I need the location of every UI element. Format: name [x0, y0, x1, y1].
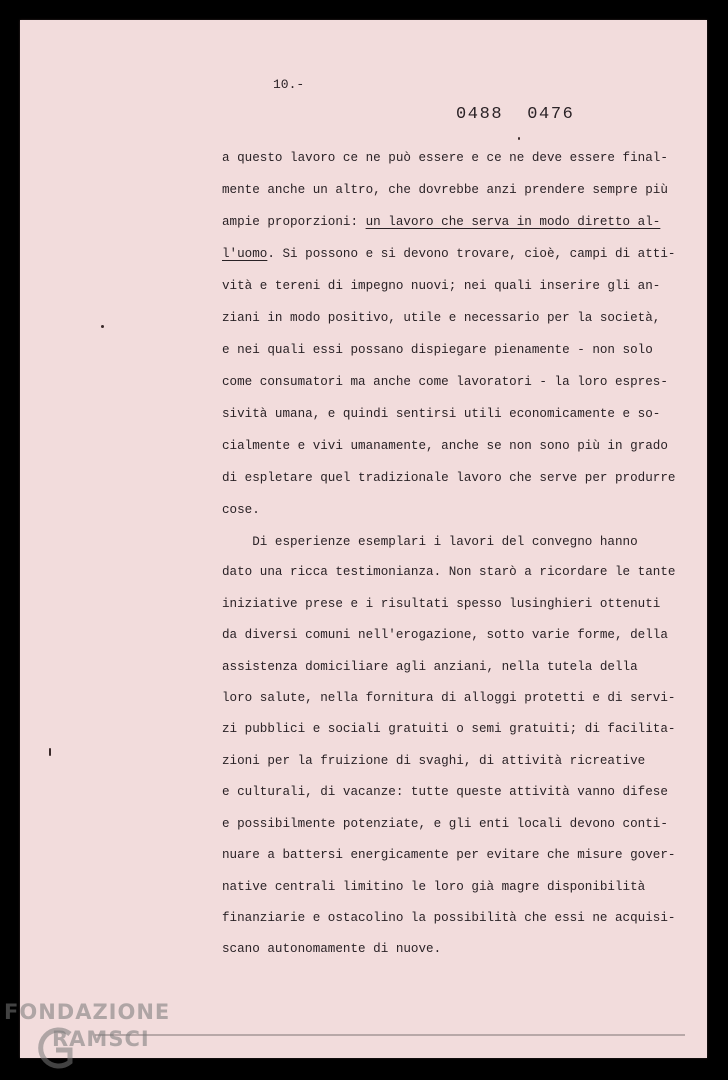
archive-number-right: 0476 — [527, 105, 575, 124]
archive-number — [456, 105, 574, 124]
text-line: sività umana, e quindi sentirsi utili economicamente e so- — [222, 407, 661, 421]
document-page — [20, 20, 707, 1058]
page-number: 10.- — [273, 77, 305, 92]
text-line: scano autonomamente di nuove. — [222, 942, 442, 956]
text-line: assistenza domiciliare agli anziani, nella tutela della — [222, 660, 638, 674]
text-line: cialmente e vivi umanamente, anche se non sono più in grado — [222, 439, 668, 453]
text-line: dato una ricca testimonianza. Non starò a ricordare le tante — [222, 565, 676, 579]
text-segment: ampie proporzioni: — [222, 215, 366, 229]
text-line — [222, 212, 660, 232]
text-line: ziani in modo positivo, utile e necessario per la società, — [222, 311, 661, 325]
text-line: loro salute, nella fornitura di alloggi protetti e di servi- — [222, 691, 676, 705]
text-line: vità e tereni di impegno nuovi; nei quali inserire gli an- — [222, 279, 661, 293]
text-segment: . Si possono e si devono trovare, cioè, campi di atti- — [267, 247, 676, 261]
underlined-text: l'uomo — [222, 247, 268, 261]
text-line: native centrali limitino le loro già magre disponibilità — [222, 880, 646, 894]
paper-speck — [518, 137, 520, 140]
text-line: nuare a battersi energicamente per evitare che misure gover- — [222, 848, 676, 862]
text-line: come consumatori ma anche come lavoratori - la loro espres- — [222, 375, 668, 389]
text-line: da diversi comuni nell'erogazione, sotto varie forme, della — [222, 628, 668, 642]
paper-speck — [101, 325, 104, 328]
watermark-line-1: FONDAZIONE — [4, 1000, 171, 1024]
text-line: zi pubblici e sociali gratuiti o semi gratuiti; di facilita- — [222, 722, 676, 736]
text-line: iniziative prese e i risultati spesso lusinghieri ottenuti — [222, 597, 661, 611]
paper-mark — [49, 748, 51, 756]
watermark-line-2: RAMSCI — [52, 1027, 150, 1051]
text-line: di espletare quel tradizionale lavoro che serve per produrre — [222, 471, 676, 485]
text-line: e culturali, di vacanze: tutte queste attività vanno difese — [222, 785, 668, 799]
text-line: zioni per la fruizione di svaghi, di attività ricreative — [222, 754, 646, 768]
text-line: Di esperienze esemplari i lavori del convegno hanno — [222, 535, 638, 549]
text-line: e possibilmente potenziate, e gli enti locali devono conti- — [222, 817, 668, 831]
text-line: e nei quali essi possano dispiegare pienamente - non solo — [222, 343, 653, 357]
text-line: cose. — [222, 503, 260, 517]
text-line — [222, 244, 675, 264]
text-line: finanziarie e ostacolino la possibilità che essi ne acquisi- — [222, 911, 676, 925]
text-line: a questo lavoro ce ne può essere e ce ne deve essere final- — [222, 151, 668, 165]
text-line: mente anche un altro, che dovrebbe anzi prendere sempre più — [222, 183, 668, 197]
archive-number-left: 0488 — [456, 105, 504, 124]
underlined-text: un lavoro che serva in modo diretto al- — [365, 215, 661, 229]
fondazione-gramsci-watermark — [4, 1000, 184, 1080]
